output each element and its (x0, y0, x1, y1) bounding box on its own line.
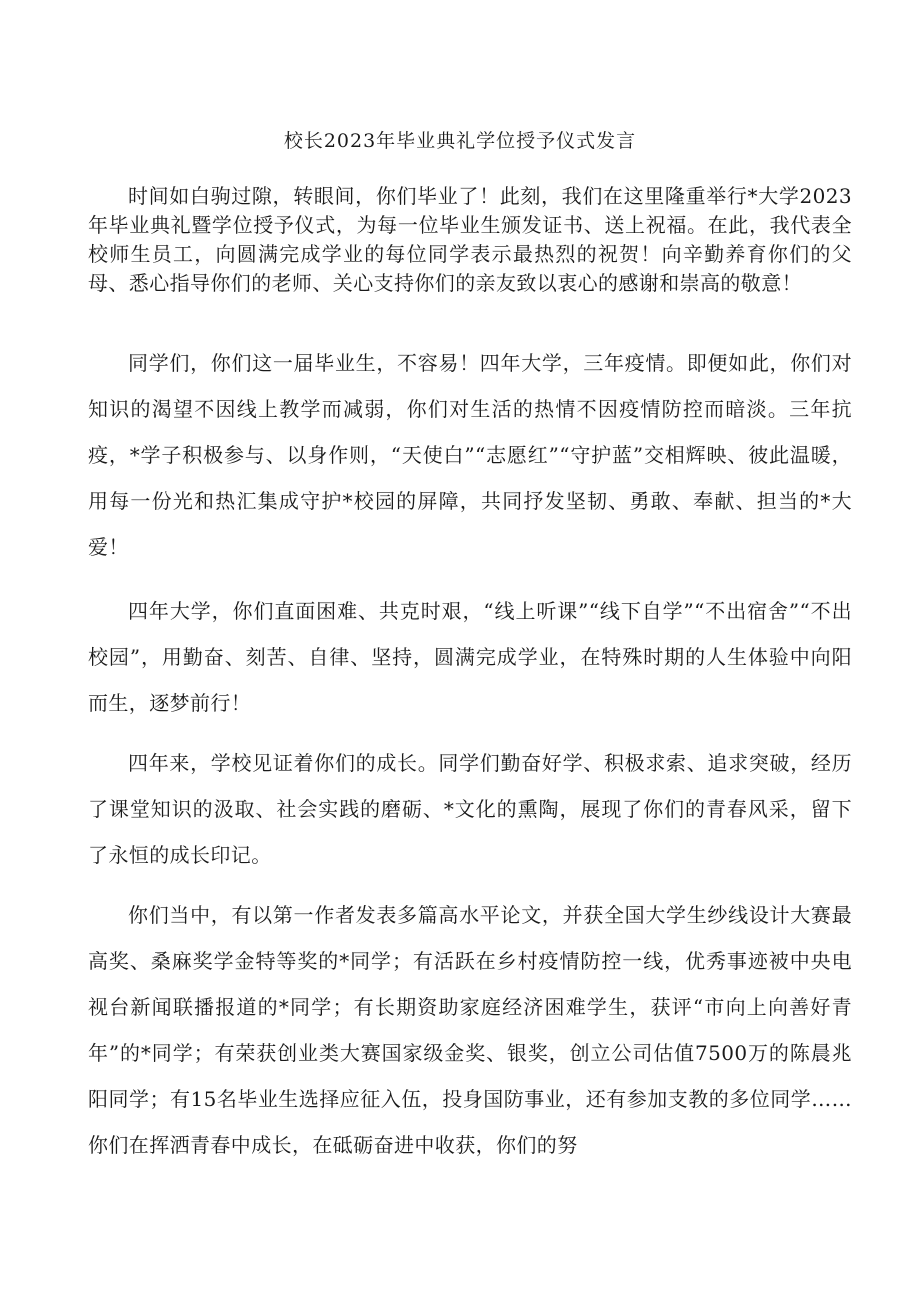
paragraph-opening: 时间如白驹过隙，转眼间，你们毕业了！此刻，我们在这里隆重举行*大学2023年毕业典礼暨学位授予仪式，为每一位毕业生颁发证书、送上祝福。在此，我代表全校师生员工，向圆满完成学业的每位同学表示最热烈的祝贺！向辛勤养育你们的父母、悉心指导你们的老师、关心支持你们的亲友致以衷心的感谢和崇高的敬意！ (88, 184, 852, 295)
paragraph-four-years: 四年大学，你们直面困难、共克时艰，“线上听课”“线下自学”“不出宿舍”“不出校园”，用勤奋、刻苦、自律、坚持，圆满完成学业，在特殊时期的人生体验中向阳而生，逐梦前行！ (88, 599, 852, 715)
paragraph-growth: 四年来，学校见证着你们的成长。同学们勤奋好学、积极求索、追求突破，经历了课堂知识的汲取、社会实践的磨砺、*文化的熏陶，展现了你们的青春风采，留下了永恒的成长印记。 (88, 751, 852, 867)
paragraph-achievements: 你们当中，有以第一作者发表多篇高水平论文，并获全国大学生纱线设计大赛最高奖、桑麻奖学金特等奖的*同学；有活跃在乡村疫情防控一线，优秀事迹被中央电视台新闻联播报道的*同学；有长期资助家庭经济困难学生，获评“市向上向善好青年”的*同学；有荣获创业类大赛国家级金奖、银奖，创立公司估值7500万的陈晨兆阳同学；有15名毕业生选择应征入伍，投身国防事业，还有参加支教的多位同学……你们在挥洒青春中成长，在砥砺奋进中收获，你们的努 (88, 903, 852, 1157)
paragraph-pandemic: 同学们，你们这一届毕业生，不容易！四年大学，三年疫情。即便如此，你们对知识的渴望不因线上教学而减弱，你们对生活的热情不因疫情防控而暗淡。三年抗疫，*学子积极参与、以身作则，“天使白”“志愿红”“守护蓝”交相辉映、彼此温暖，用每一份光和热汇集成守护*校园的屏障，共同抒发坚韧、勇敢、奉献、担当的*大爱！ (88, 351, 852, 559)
document-title: 校长2023年毕业典礼学位授予仪式发言 (283, 130, 637, 152)
